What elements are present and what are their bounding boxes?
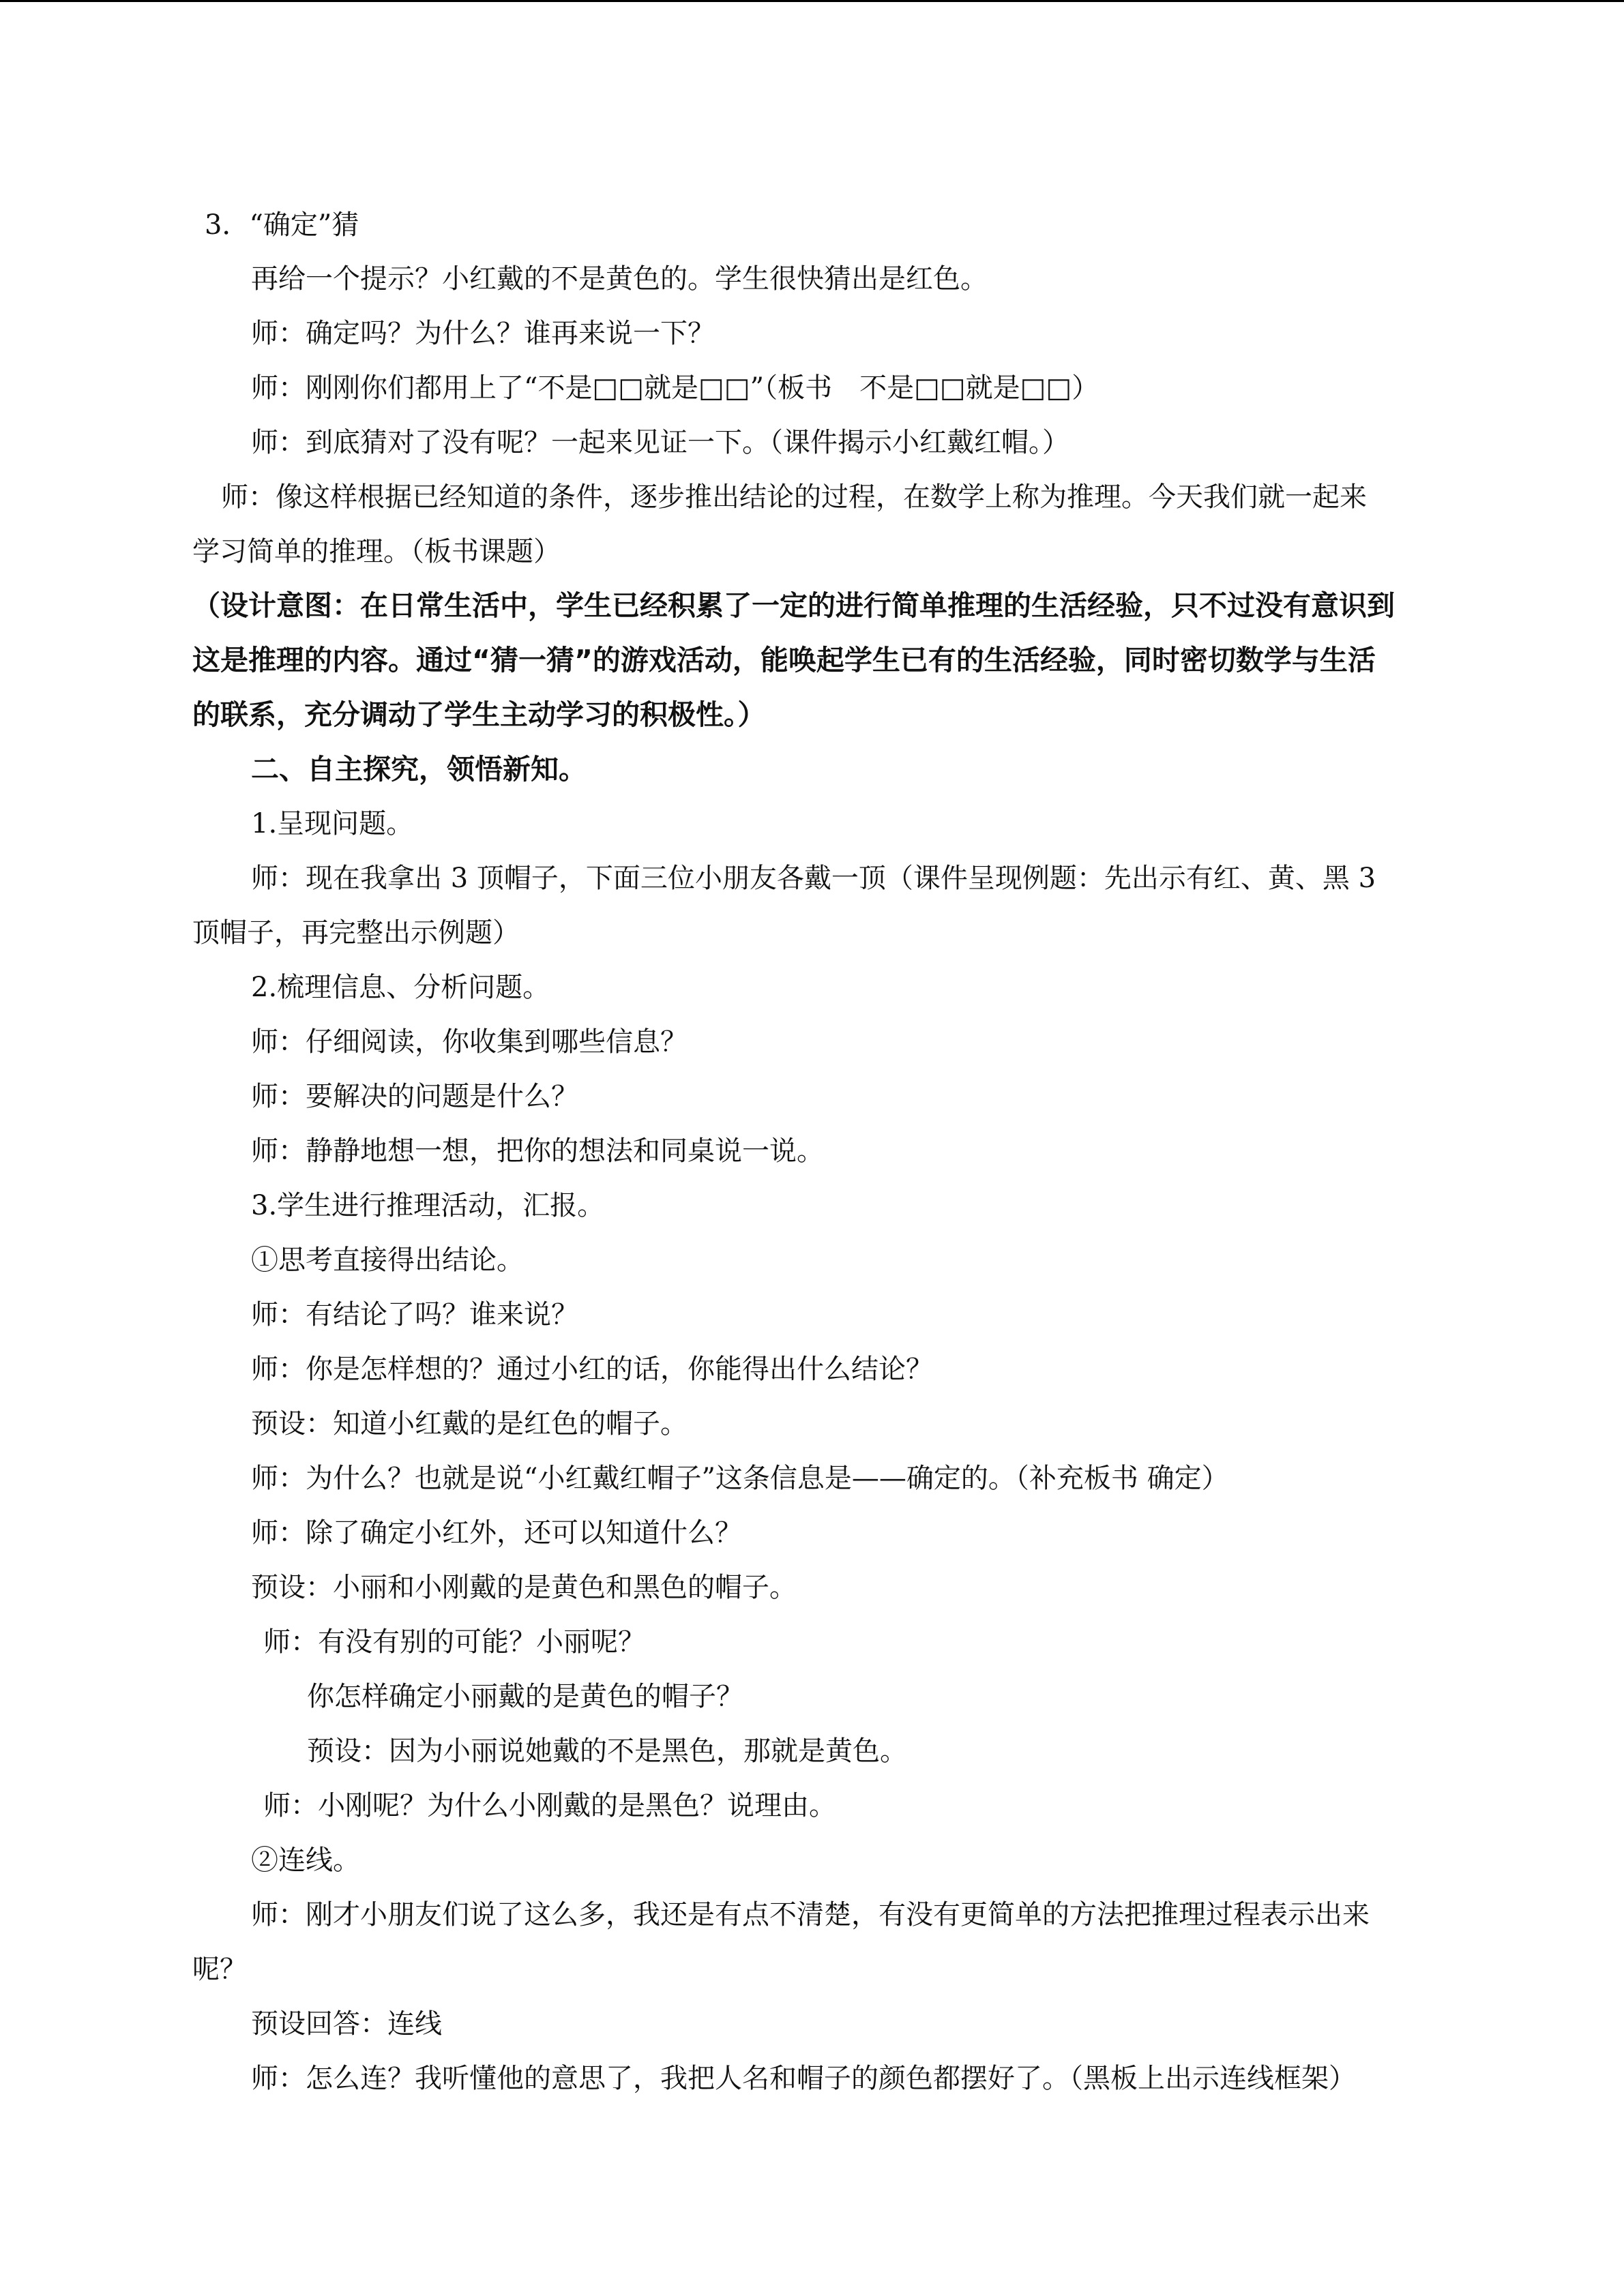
paragraph-other-possibility: 师：有没有别的可能？小丽呢？: [263, 1626, 645, 1658]
paragraph-reasoning-definition-cont: 学习简单的推理。（板书课题）: [192, 536, 561, 567]
paragraph-preset-answer: 预设回答：连线: [251, 2008, 442, 2040]
paragraph-xiaogang: 师：小刚呢？为什么小刚戴的是黑色？说理由。: [263, 1790, 836, 1821]
paragraph-how-think: 师：你是怎样想的？通过小红的话，你能得出什么结论？: [251, 1354, 933, 1385]
section-heading-certain-guess: 3．“确定”猜: [205, 209, 359, 241]
paragraph-read: 师：仔细阅读，你收集到哪些信息？: [251, 1026, 688, 1058]
paragraph-three-hats: 师：现在我拿出 3 顶帽子，下面三位小朋友各戴一顶（课件呈现例题：先出示有红、黄、黑 3: [251, 863, 1376, 894]
design-intent-line-3: 的联系，充分调动了学生主动学习的积极性。）: [192, 698, 766, 731]
paragraph-conclusion-question: 师：有结论了吗？谁来说？: [251, 1299, 578, 1330]
design-intent-line-2: 这是推理的内容。通过“猜一猜”的游戏活动，能唤起学生已有的生活经验，同时密切数学与生活: [192, 644, 1376, 676]
paragraph-preset-xiaoli: 预设：因为小丽说她戴的不是黑色，那就是黄色。: [307, 1735, 907, 1767]
paragraph-preset-red: 预设：知道小红戴的是红色的帽子。: [251, 1408, 688, 1440]
step-present-problem: 1.呈现问题。: [251, 808, 414, 839]
paragraph-how-certain-xiaoli: 你怎样确定小丽戴的是黄色的帽子？: [307, 1681, 743, 1712]
design-intent-line-1: （设计意图：在日常生活中，学生已经积累了一定的进行简单推理的生活经验，只不过没有意识到: [192, 589, 1395, 622]
paragraph-simpler-method: 师：刚才小朋友们说了这么多，我还是有点不清楚，有没有更简单的方法把推理过程表示出来: [251, 1899, 1370, 1930]
paragraph-three-hats-cont: 顶帽子，再完整出示例题）: [192, 917, 520, 949]
paragraph-why-certain: 师：为什么？也就是说“小红戴红帽子”这条信息是——确定的。（补充板书 确定）: [251, 1463, 1229, 1494]
paragraph-how-to-connect: 师：怎么连？我听懂他的意思了，我把人名和帽子的颜色都摆好了。（黑板上出示连线框架）: [251, 2063, 1356, 2094]
paragraph-what-else: 师：除了确定小红外，还可以知道什么？: [251, 1517, 742, 1549]
paragraph-think: 师：静静地想一想，把你的想法和同桌说一说。: [251, 1135, 824, 1167]
paragraph-teacher-question: 师：确定吗？为什么？谁再来说一下？: [251, 318, 715, 349]
substep-connect-lines: ②连线。: [251, 1845, 360, 1876]
section-heading-explore: 二、自主探究，领悟新知。: [251, 753, 587, 786]
paragraph-simpler-method-cont: 呢？: [192, 1954, 247, 1985]
paragraph-verify: 师：到底猜对了没有呢？一起来见证一下。（课件揭示小红戴红帽。）: [251, 427, 1069, 458]
paragraph-reasoning-definition: 师：像这样根据已经知道的条件，逐步推出结论的过程，在数学上称为推理。今天我们就一起来: [221, 481, 1367, 513]
paragraph-board-note: 师：刚刚你们都用上了“不是□□就是□□”（板书 不是□□就是□□）: [251, 372, 1099, 404]
paragraph-preset-yellow-black: 预设：小丽和小刚戴的是黄色和黑色的帽子。: [251, 1572, 797, 1603]
paragraph-problem: 师：要解决的问题是什么？: [251, 1081, 578, 1112]
step-activity: 3.学生进行推理活动，汇报。: [251, 1190, 605, 1221]
step-analyze: 2.梳理信息、分析问题。: [251, 972, 550, 1003]
paragraph-hint: 再给一个提示？小红戴的不是黄色的。学生很快猜出是红色。: [251, 263, 988, 295]
substep-direct-conclusion: ①思考直接得出结论。: [251, 1244, 524, 1276]
